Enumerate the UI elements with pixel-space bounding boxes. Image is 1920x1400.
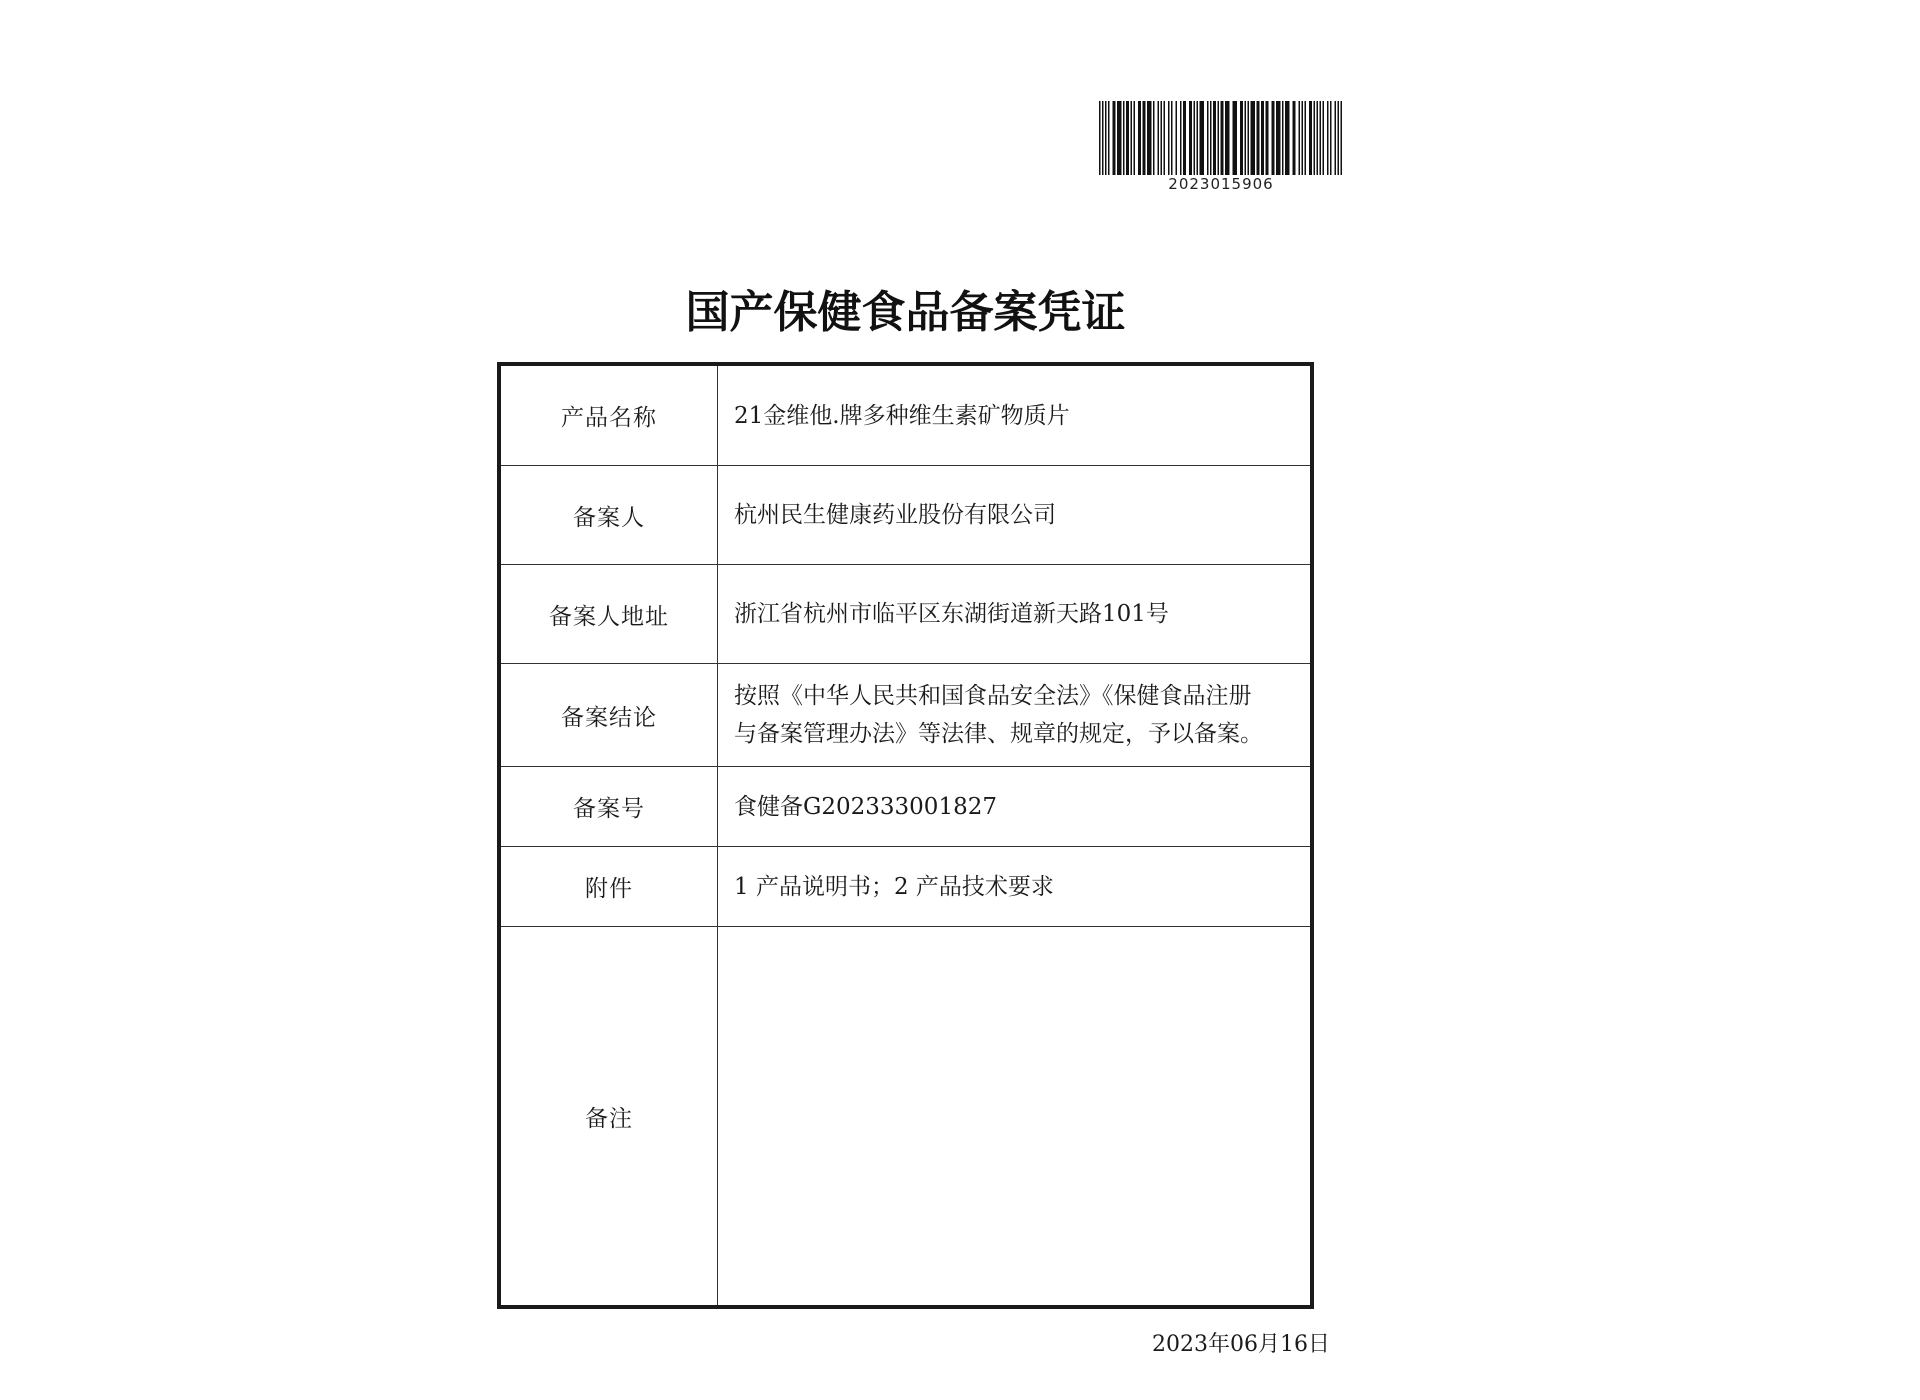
filer-address-label: 备案人地址 [501,565,718,663]
table-row-conclusion [501,664,1310,767]
filer-value: 杭州民生健康药业股份有限公司 [734,502,1056,528]
barcode-bars [1097,101,1345,175]
table-row-product-name [501,366,1310,466]
conclusion-value [718,664,1310,766]
conclusion-line-1: 按照《中华人民共和国食品安全法》《保健食品注册 [734,683,1252,709]
product-name-label: 产品名称 [501,366,718,465]
table-row-attachments [501,847,1310,927]
filing-number-label: 备案号 [501,767,718,846]
table-row-filing-number [501,767,1310,847]
barcode-number: 2023015906 [1168,175,1274,193]
remarks-label: 备注 [501,927,718,1305]
table-row-remarks [501,927,1310,1305]
table-row-filer [501,466,1310,565]
issue-date: 2023年06月16日 [1152,1332,1330,1357]
certificate-table [497,362,1314,1309]
table-row-filer-address [501,565,1310,664]
conclusion-line-2: 与备案管理办法》等法律、规章的规定，予以备案。 [734,721,1263,747]
conclusion-label: 备案结论 [501,664,718,766]
filer-address-value: 浙江省杭州市临平区东湖街道新天路101号 [734,601,1169,627]
attachments-value: 1 产品说明书；2 产品技术要求 [734,873,1054,900]
remarks-value [718,927,1310,1305]
attachments-label: 附件 [501,847,718,926]
page-title: 国产保健食品备案凭证 [685,287,1126,338]
product-name-value: 21金维他.牌多种维生素矿物质片 [734,402,1070,429]
filer-label: 备案人 [501,466,718,564]
filing-number-value: 食健备G202333001827 [734,793,997,820]
barcode [1097,101,1345,193]
